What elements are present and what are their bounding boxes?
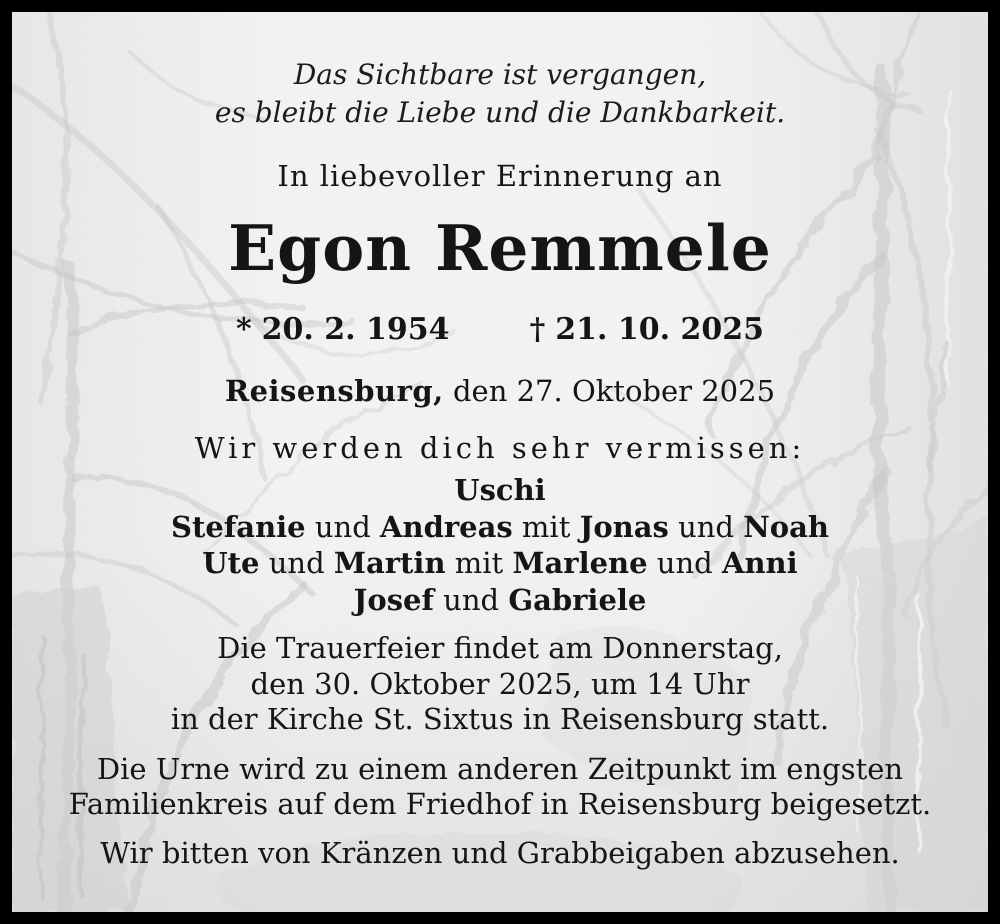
place-name: Reisensburg, [224,373,444,408]
closing-line: Wir bitten von Kränzen und Grabbeigaben abzusehen. [100,835,900,870]
notice-content [12,12,988,912]
mourner-line: Uschi [454,473,546,508]
mourner-line: Stefanie und Andreas mit Jonas und Noah [171,509,829,544]
mourner-line: Ute und Martin mit Marlene und Anni [202,546,798,581]
epigraph-line-2: es bleibt die Liebe und die Dankbarkeit. [214,96,786,129]
death-date: † 21. 10. 2025 [529,311,765,347]
epigraph-line-1: Das Sichtbare ist vergangen, [293,58,707,91]
mourners-list [12,472,988,618]
born-symbol: * [235,311,252,347]
farewell-heading: Wir werden dich sehr vermissen: [194,431,806,466]
dateline-rest: den 27. Oktober 2025 [443,373,776,408]
mourner-line: Josef und Gabriele [353,582,647,617]
deceased-name: Egon Remmele [228,210,772,285]
place-dateline [12,373,988,411]
interment-line: Die Urne wird zu einem anderen Zeitpunkt im engsten [96,751,904,786]
intro-line: In liebevoller Erinnerung an [277,159,723,193]
cross-symbol: † [529,311,546,347]
service-line: den 30. Oktober 2025, um 14 Uhr [250,666,750,701]
birth-date: * 20. 2. 1954 [235,311,450,347]
life-dates [12,310,988,349]
interment-info [12,752,988,823]
service-info [12,631,988,738]
epigraph [12,56,988,132]
service-line: Die Trauerfeier findet am Donnerstag, [217,631,783,666]
service-line: in der Kirche St. Sixtus in Reisensburg statt. [170,702,830,737]
interment-line: Familienkreis auf dem Friedhof in Reisensburg beigesetzt. [68,787,932,822]
